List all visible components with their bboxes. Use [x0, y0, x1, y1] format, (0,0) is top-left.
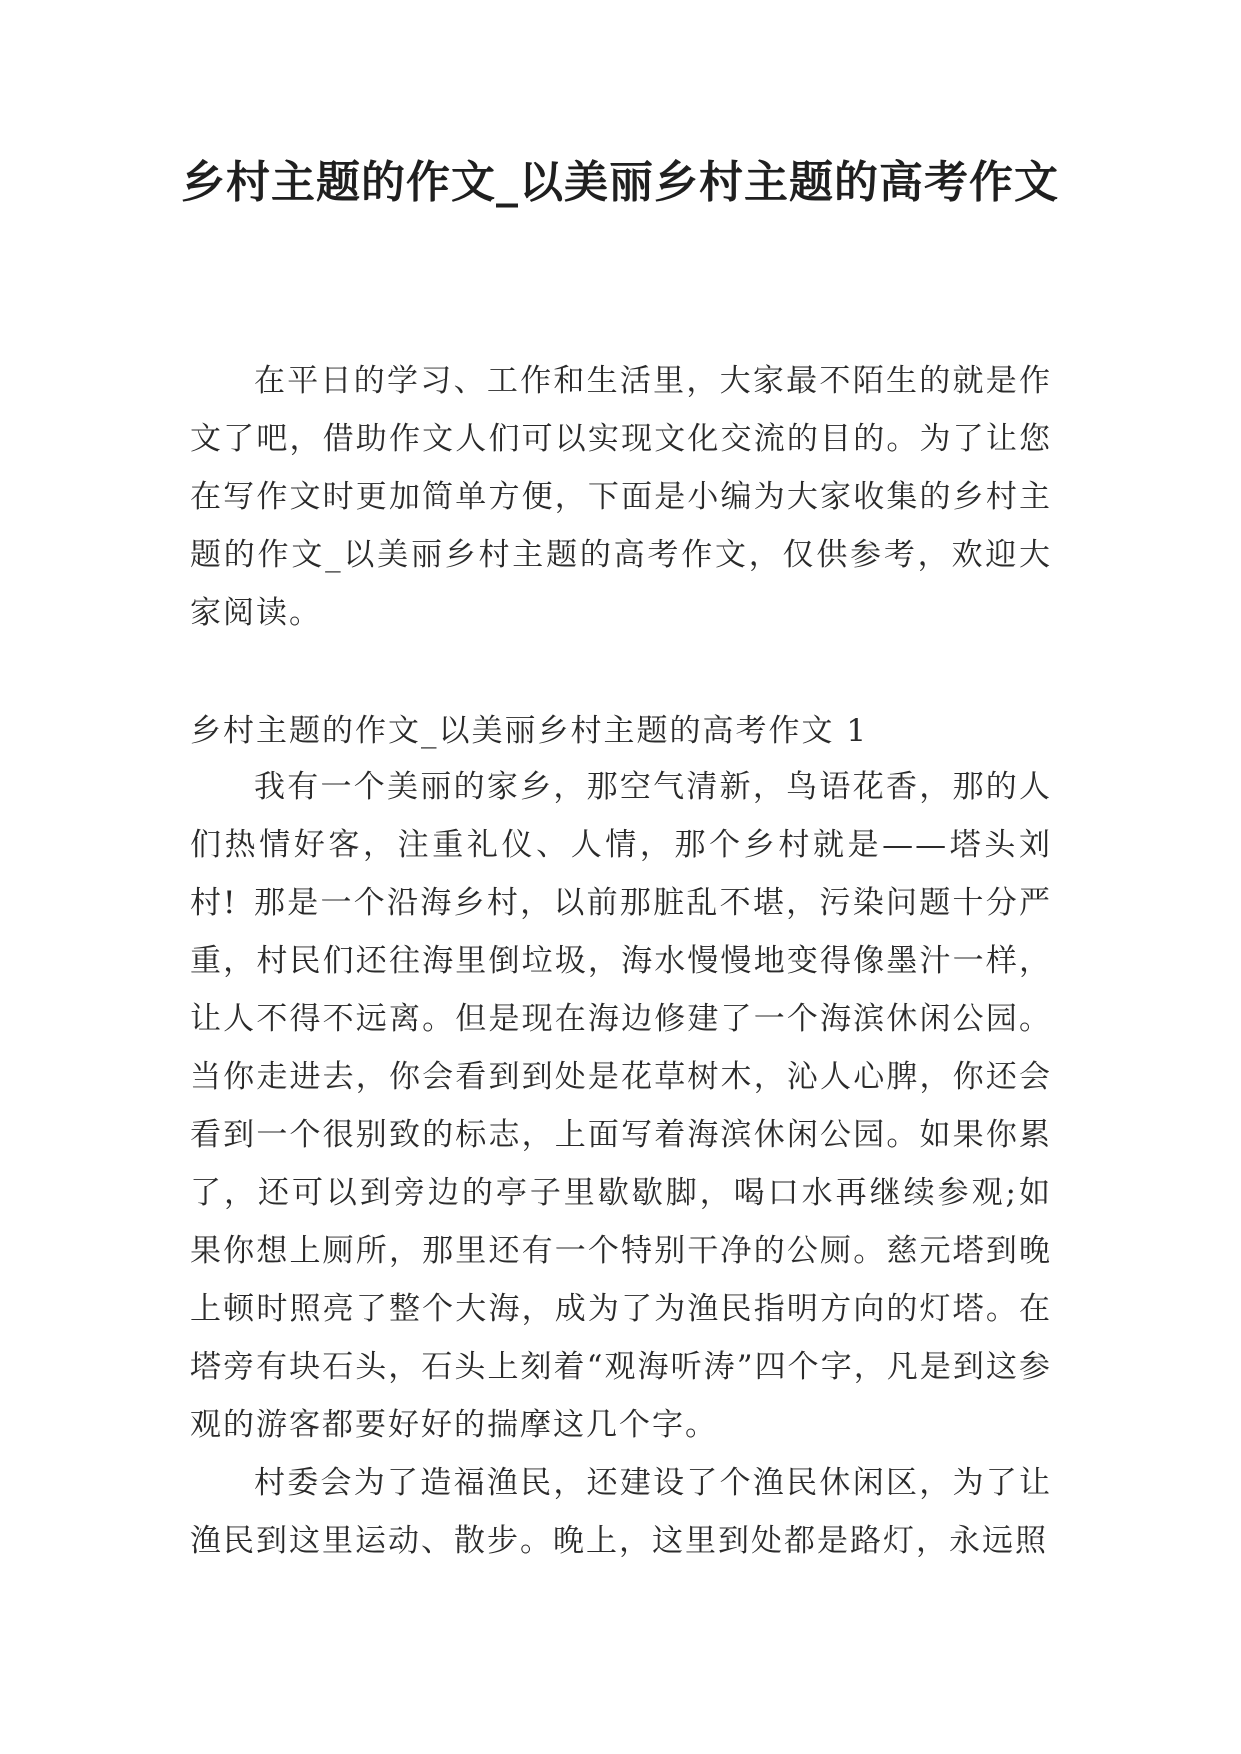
intro-paragraph: 在平日的学习、工作和生活里，大家最不陌生的就是作文了吧，借助作文人们可以实现文化交流的目的。为了让您在写作文时更加简单方便，下面是小编为大家收集的乡村主题的作文_以美丽乡村主题的高考作文，仅供参考，欢迎大家阅读。 [190, 363, 1052, 631]
body-paragraph-2: 那是一个沿海乡村，以前那脏乱不堪，污染问题十分严重，村民们还往海里倒垃圾，海水慢慢地变得像墨汁一样，让人不得不远离。但是现在海边修建了一个海滨休闲公园。当你走进去，你会看到到处是花草树木，沁人心脾，你还会看到一个很别致的标志，上面写着海滨休闲公园。如果你累了，还可以到旁边的亭子里歇歇脚，喝口水再继续参观;如果你想上厕所，那里还有一个特别干净的公厕。慈元塔到晚上顿时照亮了整个大海，成为了为渔民指明方向的灯塔。在塔旁有块石头，石头上刻着“观海听涛”四个字，凡是到这参观的游客都要好好的揣摩这几个字。 [190, 885, 1052, 1443]
body-paragraph-1: 我有一个美丽的家乡，那空气清新，鸟语花香，那的人们热情好客，注重礼仪、人情，那个乡村就是——塔头刘村! [190, 769, 1052, 921]
body-paragraph-3: 村委会为了造福渔民，还建设了个渔民休闲区，为了让渔民到这里运动、散步。晚上，这里到处都是路灯，永远照 [190, 1465, 1052, 1559]
section-heading: 乡村主题的作文_以美丽乡村主题的高考作文 1 [190, 713, 869, 749]
document-title: 乡村主题的作文_以美丽乡村主题的高考作文 [181, 157, 1059, 208]
